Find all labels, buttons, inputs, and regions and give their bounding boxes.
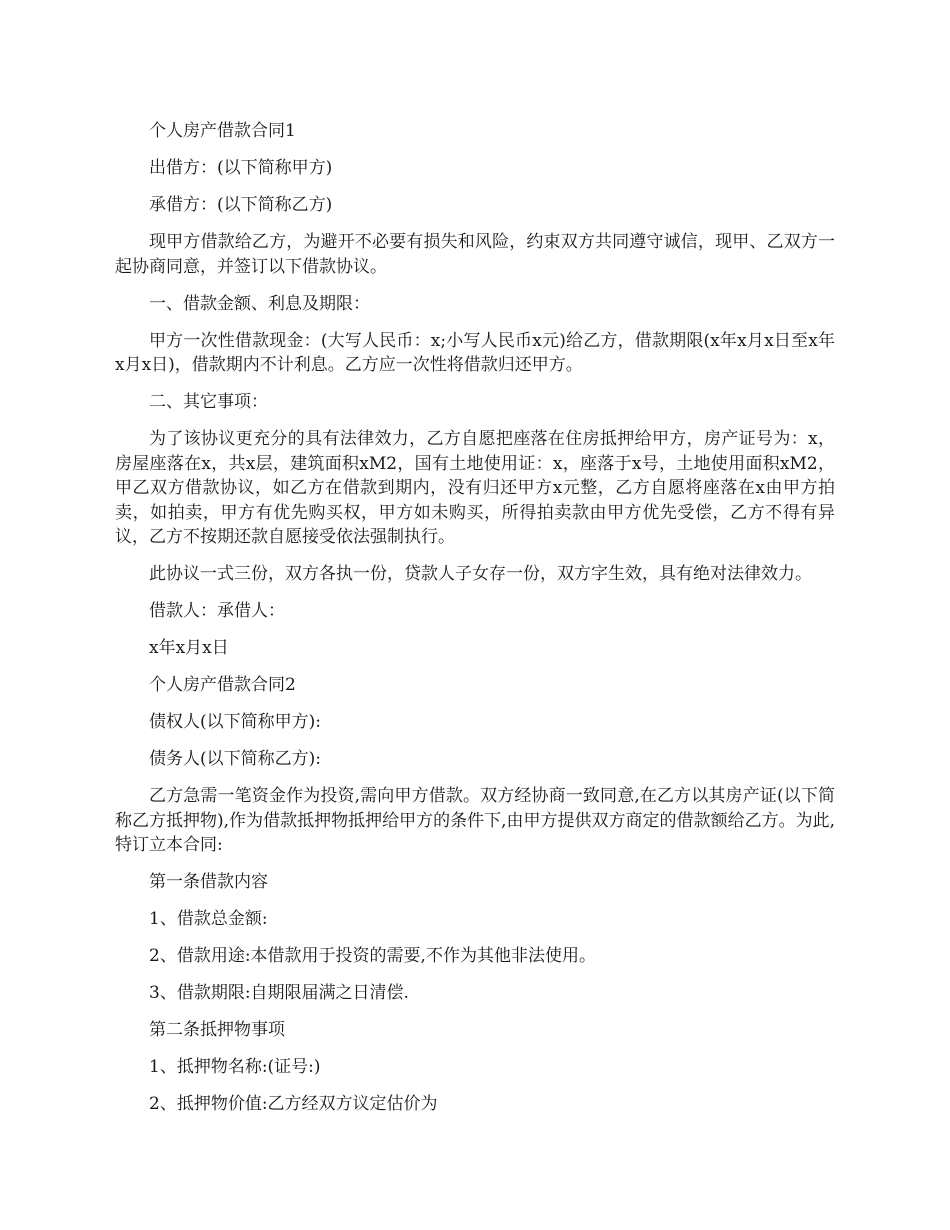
paragraph: 出借方：(以下简称甲方): [149, 158, 333, 178]
paragraph: 乙方急需一笔资金作为投资,需向甲方借款。双方经协商一致同意,在乙方以其房产证(以下简称乙方抵押物),作为借款抵押物抵押给甲方的条件下,由甲方提供双方商定的借款额给乙方。为此,特订立本合同:: [115, 786, 835, 855]
paragraph: 2、借款用途:本借款用于投资的需要,不作为其他非法使用。: [149, 946, 596, 966]
paragraph: 承借方：(以下简称乙方): [149, 195, 333, 215]
paragraph: 个人房产借款合同2: [149, 675, 296, 695]
paragraph: 为了该协议更充分的具有法律效力，乙方自愿把座落在住房抵押给甲方，房产证号为：x，房屋座落在x，共x层，建筑面积xM2，国有土地使用证：x，座落于x号，土地使用面积xM2，甲乙双方借款协议，如乙方在借款到期内，没有归还甲方x元整，乙方自愿将座落在x由甲方拍卖，如拍卖，甲方有优先购买权，甲方如未购买，所得拍卖款由甲方优先受偿，乙方不得有异议，乙方不按期还款自愿接受依法强制执行。: [115, 429, 835, 547]
paragraph: 个人房产借款合同1: [149, 121, 296, 141]
paragraph: 第一条借款内容: [149, 872, 268, 892]
paragraph: 2、抵押物价值:乙方经双方议定估价为: [149, 1094, 438, 1114]
paragraph: 现甲方借款给乙方，为避开不必要有损失和风险，约束双方共同遵守诚信，现甲、乙双方一起协商同意，并签订以下借款协议。: [115, 232, 835, 277]
paragraph: 债权人(以下简称甲方):: [149, 712, 321, 732]
paragraph: x年x月x日: [149, 638, 229, 658]
paragraph: 1、借款总金额:: [149, 909, 268, 929]
paragraph: 1、抵押物名称:(证号:): [149, 1057, 321, 1077]
document-body: [115, 119, 835, 1129]
paragraph: 第二条抵押物事项: [149, 1020, 285, 1040]
paragraph: 甲方一次性借款现金：(大写人民币：x;小写人民币x元)给乙方，借款期限(x年x月x日至x年x月x日)，借款期内不计利息。乙方应一次性将借款归还甲方。: [115, 330, 835, 375]
paragraph: 二、其它事项：: [149, 392, 268, 412]
paragraph: 债务人(以下简称乙方):: [149, 749, 321, 769]
paragraph: 此协议一式三份，双方各执一份，贷款人子女存一份，双方字生效，具有绝对法律效力。: [149, 564, 812, 584]
paragraph: 借款人：承借人：: [149, 601, 285, 621]
paragraph: 一、借款金额、利息及期限：: [149, 293, 370, 314]
paragraph: 3、借款期限:自期限届满之日清偿.: [149, 983, 409, 1003]
